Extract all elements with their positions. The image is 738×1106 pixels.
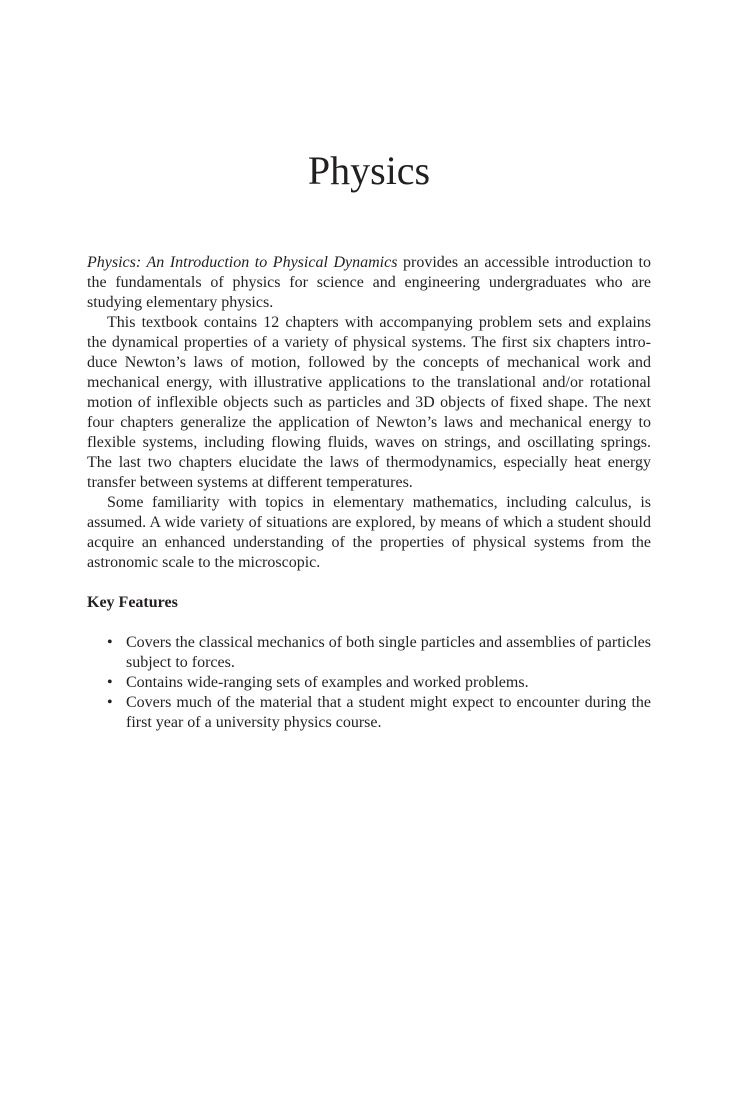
intro-text: provides an accessible introduction to the fundamentals of physics for science and engineering undergraduates who are studying elementary physics. [87, 254, 652, 311]
feature-text: Covers much of the material that a student might expect to encounter during the first year of a university physics course. [126, 694, 651, 731]
page-title: Physics [307, 148, 431, 193]
bullet-icon: • [107, 634, 113, 651]
bullet-icon: • [107, 694, 113, 711]
feature-text: Contains wide-ranging sets of examples and worked problems. [126, 674, 529, 691]
prerequisites-paragraph: Some familiarity with topics in elementary mathematics, including calculus, is assumed. A wide variety of situations are explored, by means of which a student should acquire an enhanced understanding of the properties of physical systems from the astronomic scale to the microscopic. [87, 494, 651, 571]
description-body [87, 253, 651, 733]
list-item [87, 633, 651, 673]
list-item [87, 693, 651, 733]
intro-paragraph [87, 253, 651, 313]
key-features-list [87, 633, 651, 733]
feature-text: Covers the classical mechanics of both single particles and assemblies of particles subject to forces. [126, 634, 651, 671]
key-features-heading: Key Features [87, 594, 178, 611]
chapters-paragraph: This textbook contains 12 chapters with accompanying problem sets and explains the dynamical properties of a variety of physical systems. The first six chapters introduce Newton’s laws of motion, followed by the concepts of mechanical work and mechanical energy, with illustrative applications to the translational and/or rotational motion of inflexible objects such as particles and 3D objects of fixed shape. The next four chapters generalize the application of Newton’s laws and mechanical energy to flexible systems, including flowing fluids, waves on strings, and oscillating springs. The last two chapters elucidate the laws of thermodynamics, especially heat energy transfer between systems at different temperatures. [87, 314, 651, 491]
book-title: Physics: An Introduction to Physical Dynamics [87, 254, 398, 271]
list-item [87, 673, 651, 693]
bullet-icon: • [107, 674, 113, 691]
